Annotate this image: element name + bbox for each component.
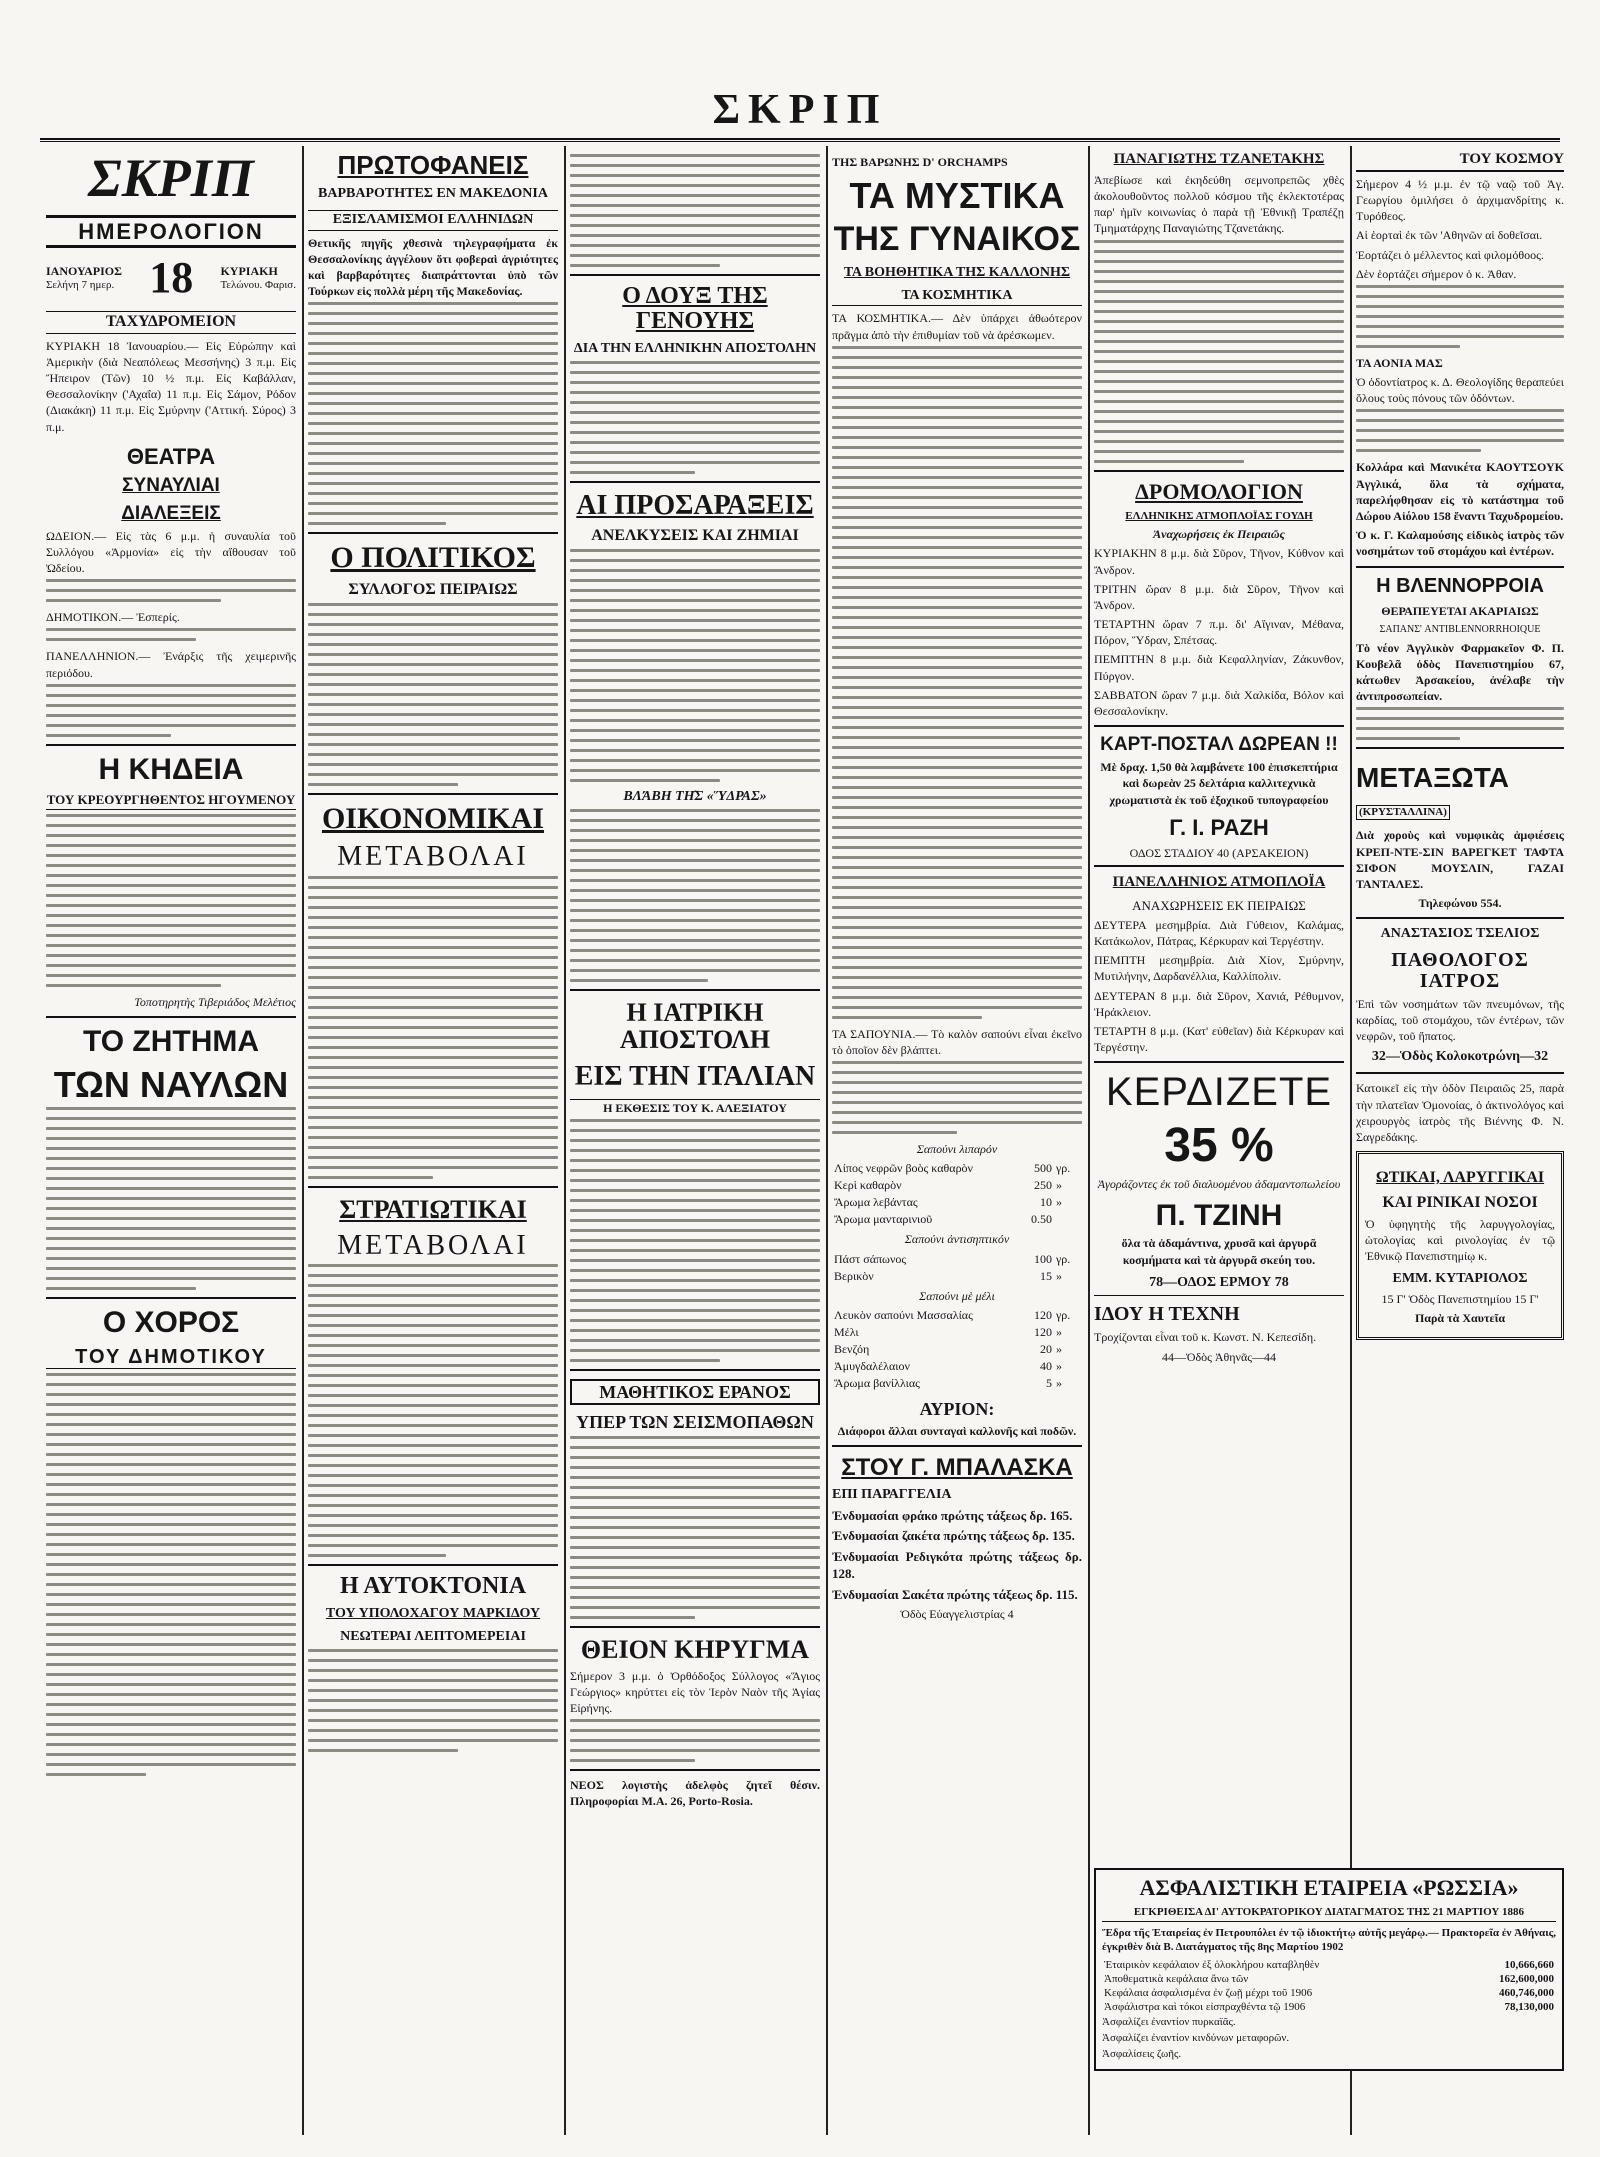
row-value: 250	[1034, 1178, 1052, 1193]
stratiotikai-subtitle: ΜΕΤΑΒΟΛΑΙ	[337, 1229, 529, 1261]
otikai-address: 15 Γ' Ὁδὸς Πανεπιστημίου 15 Γ'	[1381, 1292, 1539, 1307]
kideia-title: Η ΚΗΔΕΙΑ	[98, 752, 244, 786]
kosmitika-intro: ΤΑ ΚΟΣΜΗΤΙΚΑ.— Δὲν ὑπάρχει ἀθωότερον πρᾶγμα ἀπὸ τὴν ἐπιθυμίαν τοῦ νὰ ἀρέσκωμεν.	[832, 311, 1082, 342]
row-unit	[1054, 1211, 1082, 1228]
table-row	[832, 1251, 1082, 1268]
text-block	[570, 1719, 820, 1762]
kosmitika-heading: ΤΑ ΚΟΣΜΗΤΙΚΑ	[832, 289, 1082, 307]
text-block	[832, 1061, 1082, 1134]
table-row	[1102, 1986, 1556, 2000]
row-name: Μέλι	[834, 1324, 859, 1339]
row-name: Ἀμυγδαλέλαιον	[834, 1358, 910, 1373]
row-name: Λευκὸν σαπούνι Μασσαλίας	[834, 1307, 973, 1322]
row-name: Λίπος νεφρῶν βοὸς καθαρὸν	[834, 1161, 973, 1176]
saponia-text: ΤΑ ΣΑΠΟΥΝΙΑ.— Τὸ καλὸν σαπούνι εἶναι ἐκεῖνο τὸ ὁποῖον δὲν βλάπτει.	[832, 1026, 1082, 1058]
techni-title: ΙΔΟΥ Η ΤΕΧΝΗ	[1094, 1303, 1240, 1326]
otikai-title: ΩΤΙΚΑΙ, ΛΑΡΥΓΓΙΚΑΙ	[1375, 1169, 1545, 1187]
table-row	[832, 1160, 1082, 1177]
row-label: Ἀποθεματικὰ κεφάλαια ἄνω τῶν	[1104, 1973, 1249, 1986]
kalamousis-ad: Ὁ κ. Γ. Καλαμούσης εἰδικὸς ἰατρὸς τῶν νοσημάτων τοῦ στομάχου καὶ ἐντέρων.	[1356, 528, 1564, 559]
kideia-subtitle: ΤΟΥ ΚΡΕΟΥΡΓΗΘΕΝΤΟΣ ΗΓΟΥΜΕΝΟΥ	[46, 793, 296, 810]
rossia-note: Ἀσφαλίζει ἐναντίον πυρκαϊᾶς.	[1102, 2016, 1236, 2029]
schedule-item: ΠΕΜΠΤΗ μεσημβρία. Διὰ Χίον, Σμύρνην, Μυτιλήνην, Δαρδανέλλια, Καλλίπολιν.	[1094, 953, 1344, 984]
text-block	[1094, 240, 1344, 463]
prosaraxeis-subtitle: ΑΝΕΛΚΥΣΕΙΣ ΚΑΙ ΖΗΜΙΑΙ	[591, 527, 799, 545]
row-unit: »	[1056, 1324, 1062, 1339]
panellinios-schedule	[1094, 917, 1344, 1056]
soap1-title: Σαπούνι λιπαρόν	[916, 1142, 998, 1157]
divider	[1094, 725, 1344, 727]
panellinios-subtitle: ΑΝΑΧΩΡΗΣΕΙΣ ΕΚ ΠΕΙΡΑΙΩΣ	[1132, 898, 1306, 914]
text-block	[570, 809, 820, 982]
schedule-item: ΔΕΥΤΕΡΑ μεσημβρία. Διὰ Γύθειον, Καλάμας, Κατάκωλον, Πάτρας, Κέρκυραν καὶ Τεργέστην.	[1094, 917, 1344, 948]
ad-row: Ἐνδυμασίαι Ρεδιγκότα πρώτης τάξεως δρ. 128.	[832, 1548, 1082, 1582]
politikos-subtitle: ΣΥΛΛΟΓΟΣ ΠΕΙΡΑΙΩΣ	[348, 580, 518, 598]
row-value: 100	[1034, 1251, 1052, 1266]
techni-text: Τροχίζονται εἶναι τοῦ κ. Κωνστ. Ν. Κεπεσίδη.	[1094, 1330, 1317, 1345]
table-row	[832, 1341, 1082, 1358]
text-block	[832, 346, 1082, 1019]
column-3	[564, 148, 826, 2137]
divider	[570, 481, 820, 483]
eranos-subtitle: ΥΠΕΡ ΤΩΝ ΣΕΙΣΜΟΠΑΘΩΝ	[576, 1412, 814, 1433]
calendar-moon: Σελήνη 7 ημερ.	[46, 278, 115, 291]
text-block	[1356, 285, 1564, 348]
row-value: 162,600,000	[1499, 1973, 1554, 1986]
table-row	[832, 1358, 1082, 1375]
divider	[1094, 1061, 1344, 1063]
concerts-title: ΣΥΝΑΥΛΙΑΙ	[122, 474, 220, 496]
aftoktonia-title: Η ΑΥΤΟΚΤΟΝΙΑ	[339, 1573, 527, 1600]
ad-row: Ἐνδυμασίαι φράκο πρώτης τάξεως δρ. 165.	[832, 1507, 1073, 1523]
schedule-item: ΤΕΤΑΡΤΗ 8 μ.μ. (Κατ' εὐθεῖαν) διὰ Κέρκυραν καὶ Τεργέστην.	[1094, 1023, 1344, 1055]
table-row	[832, 1194, 1082, 1211]
table-row	[1102, 2000, 1556, 2014]
row-unit: »	[1056, 1268, 1062, 1283]
anachoriseis-heading: Ἀναχωρήσεις ἐκ Πειραιῶς	[1153, 527, 1285, 542]
row-unit: γρ.	[1056, 1251, 1071, 1266]
vlennorroia-text: Τὸ νέον Ἀγγλικὸν Φαρμακεῖον Φ. Π. Κουβελᾶ ὁδὸς Πανεπιστημίου 67, κάτωθεν Ἀρσακείου, ἀνέλαβε τὴν ἀντιπροσωπείαν.	[1356, 640, 1564, 704]
metaxota-phone: Τηλεφώνου 554.	[1418, 896, 1502, 911]
row-value: 40	[1040, 1358, 1052, 1373]
table-row	[1102, 1972, 1556, 1986]
balaska-ad-name: ΣΤΟΥ Γ. ΜΠΑΛΑΣΚΑ	[841, 1453, 1073, 1481]
tzini-text: ὅλα τὰ ἀδαμάντινα, χρυσᾶ καὶ ἀργυρᾶ κοσμήματα καὶ τὰ ἀργυρᾶ σκεύη του.	[1121, 1236, 1317, 1267]
oikonomikai-subtitle: ΜΕΤΑΒΟΛΑΙ	[337, 841, 529, 873]
otikai-subtitle: ΚΑΙ ΡΙΝΙΚΑΙ ΝΟΣΟΙ	[1382, 1193, 1538, 1211]
dromologion-title: ΔΡΟΜΟΛΟΓΙΟΝ	[1135, 478, 1303, 504]
techni-address: 44—Ὁδὸς Ἀθηνᾶς—44	[1161, 1349, 1277, 1364]
post-title: ΤΑΧΥΔΡΟΜΕΙΟΝ	[46, 311, 296, 334]
aonia-heading: ΤΑ ΑΟΝΙΑ ΜΑΣ	[1356, 355, 1443, 370]
zitima-title: ΤΟ ΖΗΤΗΜΑ	[82, 1025, 260, 1059]
text-block	[46, 628, 296, 641]
divider	[570, 1369, 820, 1371]
divider	[570, 1626, 820, 1628]
column-4	[826, 148, 1088, 2137]
soap3-title: Σαπούνι μὲ μέλι	[919, 1288, 995, 1303]
divider	[308, 532, 558, 534]
rossia-text: Ἕδρα τῆς Ἐταιρείας ἐν Πετρουπόλει ἐν τῷ ἰδιοκτήτῳ αὐτῆς μεγάρῳ.— Πρακτορεῖα ἐν Ἀθήναις, ἐγκριθὲν διὰ Β. Διατάγματος τῆς 8ης Μαρτίου 1902	[1102, 1926, 1556, 1954]
protofaneis-subtitle-2: ΕΞΙΣΛΑΜΙΣΜΟΙ ΕΛΛΗΝΙΔΩΝ	[308, 210, 558, 231]
section-calendar: ΗΜΕΡΟΛΟΓΙΟΝ	[46, 215, 296, 248]
soap3-table	[832, 1307, 1082, 1392]
protofaneis-title: ΠΡΩΤΟΦΑΝΕΙΣ	[337, 150, 529, 180]
choros-title: Ο ΧΟΡΟΣ	[102, 1306, 240, 1340]
divider	[46, 1016, 296, 1018]
text-block	[308, 1264, 558, 1557]
text-block	[308, 1649, 558, 1752]
metaxota-text: Διὰ χοροὺς καὶ νυμφικὰς ἀμφιέσεις ΚΡΕΠ-ΝΤΕ-ΣΙΝ ΒΑΡΕΓΚΕΤ ΤΑΦΤΑ ΣΙΦΟΝ ΜΟΥΣΛΙΝ, ΓΑΖΑΙ ΤΑΝΤΑΛΕΣ.	[1356, 828, 1564, 891]
eranos-title: ΜΑΘΗΤΙΚΟΣ ΕΡΑΝΟΣ	[570, 1379, 820, 1406]
panellinion-text: ΠΑΝΕΛΛΗΝΙΟΝ.— Ἐνάρξις τῆς χειμερινῆς περιόδου.	[46, 649, 296, 680]
divider	[570, 989, 820, 991]
voithitika-heading: ΤΑ ΒΟΗΘΗΤΙΚΑ ΤΗΣ ΚΑΛΛΟΝΗΣ	[843, 265, 1071, 281]
rossia-title: ΑΣΦΑΛΙΣΤΙΚΗ ΕΤΑΙΡΕΙΑ «ΡΩΣΣΙΑ»	[1139, 1875, 1519, 1900]
column-1	[40, 148, 302, 2137]
soap2-table	[832, 1251, 1082, 1285]
row-unit: γρ.	[1056, 1161, 1071, 1176]
rossia-notes	[1102, 2015, 1556, 2062]
text-block	[570, 361, 820, 474]
row-value: 15	[1040, 1268, 1052, 1283]
divider	[1356, 917, 1564, 919]
zitima-subtitle: ΤΩΝ ΝΑΥΛΩΝ	[53, 1063, 289, 1105]
masthead: ΣΚΡΙΠ	[712, 87, 888, 133]
aonia-text: Ὁ ὀδοντίατρος κ. Δ. Θεολογίδης θεραπεύει ὅλους τοὺς πόνους τῶν ὀδόντων.	[1356, 375, 1564, 406]
row-value: 20	[1040, 1341, 1052, 1356]
logo-skrip: ΣΚΡΙΠ	[88, 148, 254, 208]
avrion-heading: ΑΥΡΙΟΝ:	[919, 1398, 995, 1419]
divider	[1356, 566, 1564, 568]
kartpostal-title: ΚΑΡΤ-ΠΟΣΤΑΛ ΔΩΡΕΑΝ !!	[1100, 734, 1338, 756]
schedule-item: ΠΕΜΠΤΗΝ 8 μ.μ. διὰ Κεφαλληνίαν, Ζάκυνθον, Πύργον.	[1094, 652, 1344, 683]
panagiotis-text: Ἀπεβίωσε καὶ ἐκηδεύθη σεμνοπρεπῶς χθὲς ἀκολουθοῦντος πολλοῦ κόσμου τῆς ἐκλεκτοτέρας παρ' ἡμῖν κοινωνίας ὁ παρὰ τῇ Ἐθνικῇ Τραπέζῃ Τμηματάρχης Παναγιώτης Τζανετάκης.	[1094, 172, 1344, 236]
text-block	[46, 1373, 296, 1776]
kollara-ad: Κολλάρα καὶ Μανικέτα ΚΑΟΥΤΣΟΥΚ Ἀγγλικά, ὅλα τὰ σχήματα, παρελήφθησαν εἰς τὸ κατάστημα τοῦ Δώρου Αἰόλου 158 ἔναντι Ταχυδρομείου.	[1356, 460, 1564, 523]
tsekos-title: ΠΑΘΟΛΟΓΟΣ ΙΑΤΡΟΣ	[1391, 948, 1529, 992]
text-block	[1356, 707, 1564, 740]
rossia-note: Ἀσφαλίσεις ζωῆς.	[1102, 2048, 1182, 2061]
text-block	[570, 1436, 820, 1619]
balaska-ad-sub: ΕΠΙ ΠΑΡΑΓΓΕΛΙΑ	[832, 1487, 952, 1503]
masthead-rule	[40, 138, 1560, 142]
mystika-kicker: ΤΗΣ ΒΑΡΩΝΗΣ D' ORCHAMPS	[832, 155, 1008, 169]
iatriki-subtitle-2: Η ΕΚΘΕΣΙΣ ΤΟΥ Κ. ΑΛΕΞΙΑΤΟΥ	[570, 1099, 820, 1115]
table-row	[832, 1307, 1082, 1324]
social-note: Σήμερον 4 ½ μ.μ. ἐν τῷ ναῷ τοῦ Ἁγ. Γεωργίου ὁμιλήσει ὁ ἀρχιμανδρίτης κ. Τυρόθεος.	[1356, 176, 1564, 224]
aftoktonia-subtitle: ΤΟΥ ΥΠΟΛΟΧΑΓΟΥ ΜΑΡΚΙΔΟΥ	[325, 1606, 541, 1622]
vlavi-subhead: ΒΛΆΒΗ ΤΗ͂Σ «ὝΔΡΑΣ»	[623, 789, 767, 805]
row-value: 10	[1040, 1195, 1052, 1210]
divider	[570, 1769, 820, 1771]
text-block	[1356, 409, 1564, 452]
tou-kosmou-title: ΤΟΥ ΚΟΣΜΟΥ	[1356, 152, 1564, 172]
row-value: 5	[1046, 1375, 1052, 1390]
divider	[308, 1186, 558, 1188]
divider	[1094, 1295, 1344, 1296]
iatriki-title: Η ΙΑΤΡΙΚΗ ΑΠΟΣΤΟΛΗ	[619, 997, 771, 1055]
katoikei-text: Κατοικεῖ εἰς τὴν ὁδὸν Πειραιῶς 25, παρὰ τὴν πλατεῖαν Ὁμονοίας, ὁ ἀκτινολόγος καὶ χειρουργὸς ἰατρὸς τῆς Βιέννης Φ. Ν. Σαγρεδάκης.	[1356, 1081, 1564, 1144]
social-note: Αἱ ἑορταὶ ἐκ τῶν 'Αθηνῶν αἱ δοθεῖσαι.	[1356, 228, 1543, 243]
text-block	[570, 154, 820, 267]
row-value: 500	[1034, 1161, 1052, 1176]
table-row	[832, 1268, 1082, 1285]
row-value: 10,666,660	[1504, 1959, 1554, 1972]
mystika-subtitle: ΤΗΣ ΓΥΝΑΙΚΟΣ	[833, 220, 1081, 259]
otikai-location: Παρὰ τὰ Χαυτεῖα	[1414, 1311, 1506, 1326]
kirygma-text: Σήμερον 3 μ.μ. ὁ Ὀρθόδοξος Σύλλογος «Ἅγιος Γεώργιος» κηρύττει εἰς τὸν Ἱερὸν Ναὸν τῆς Ἁγίας Εἰρήνης.	[570, 1668, 820, 1715]
schedule-item: ΚΥΡΙΑΚΗΝ 8 μ.μ. διὰ Σῦρον, Τῆνον, Κύθνον καὶ Ἄνδρον.	[1094, 546, 1344, 577]
text-block	[308, 302, 558, 525]
table-row	[832, 1324, 1082, 1341]
ad-row: Ἐνδυμασίαι Σακέτα πρώτης τάξεως δρ. 115.	[832, 1586, 1078, 1602]
calendar-date	[46, 252, 296, 303]
divider	[1356, 747, 1564, 749]
kideia-signature: Τοποτηρητὴς Τιβεριάδος Μελέτιος	[134, 994, 296, 1009]
otikai-box	[1356, 1151, 1564, 1340]
razis-address: ΟΔΟΣ ΣΤΑΔΙΟΥ 40 (ΑΡΣΑΚΕΙΟΝ)	[1129, 845, 1309, 860]
divider	[308, 793, 558, 795]
tsekos-name: ΑΝΑΣΤΑΣΙΟΣ ΤΣΕΛΙΟΣ	[1380, 926, 1540, 942]
otikai-text: Ὁ ὑφηγητὴς τῆς λαρυγγολογίας, ὠτολογίας καὶ ρινολογίας ἐν τῷ Ἐθνικῷ Πανεπιστημίῳ κ.	[1365, 1216, 1555, 1264]
tsekos-text: Ἐπὶ τῶν νοσημάτων τῶν πνευμόνων, τῆς καρδίας, τοῦ στομάχου, τῶν ἐντέρων, τῶν νεφρῶν, τοῦ ἥπατος.	[1356, 996, 1564, 1044]
row-name: Πάστ σάπωνος	[834, 1251, 907, 1266]
tsekos-address: 32—Ὁδὸς Κολοκοτρώνη—32	[1371, 1048, 1549, 1064]
calendar-saint: Τελώνου. Φαρισ.	[220, 278, 296, 291]
tzini-address: 78—ΟΔΟΣ ΕΡΜΟΥ 78	[1149, 1274, 1289, 1290]
divider	[1356, 1072, 1564, 1074]
goudi-schedule	[1094, 545, 1344, 719]
dromologion-subtitle: ΕΛΛΗΝΙΚΗΣ ΑΤΜΟΠΛΟΪΑΣ ΓΟΥΔΗ	[1125, 509, 1313, 522]
mystika-title: ΤΑ ΜΥΣΤΙΚΑ	[849, 174, 1065, 216]
table-row	[832, 1375, 1082, 1392]
text-block	[570, 1119, 820, 1362]
text-block	[46, 1107, 296, 1290]
balaska-ad-address: Ὁδὸς Εὐαγγελιστρίας 4	[900, 1607, 1014, 1622]
kartpostal-text: Μὲ δραχ. 1,50 θὰ λαμβάνετε 100 ἐπισκεπτήρια καὶ δωρεὰν 25 δελτάρια καλλιτεχνικὰ χρωματιστὰ ἐκ τοῦ ἐξοχικοῦ τυπογραφείου	[1100, 760, 1338, 807]
text-block	[308, 876, 558, 1179]
tzini-name: Π. ΤΖΙΝΗ	[1155, 1198, 1283, 1232]
calendar-weekday: ΚΥΡΙΑΚΗ	[220, 263, 278, 278]
row-value: 460,746,000	[1499, 1987, 1554, 2000]
column-5	[1088, 148, 1350, 2137]
politikos-title: Ο ΠΟΛΙΤΙΚΟΣ	[330, 541, 536, 575]
row-unit: »	[1056, 1195, 1062, 1210]
divider	[308, 1564, 558, 1566]
rossia-table	[1102, 1958, 1556, 2014]
choros-subtitle: ΤΟΥ ΔΗΜΟΤΙΚΟΥ	[46, 1347, 296, 1369]
row-value: 0.50	[1031, 1212, 1052, 1227]
calendar-day: 18	[149, 252, 194, 302]
metaxota-subtitle: (ΚΡΥΣΤΑΛΛΙΝΑ)	[1356, 805, 1450, 821]
row-label: Κεφάλαια ἀσφαλισμένα ἐν ζωῇ μέχρι τοῦ 1906	[1104, 1987, 1313, 2000]
text-block	[46, 579, 296, 602]
stratiotikai-title: ΣΤΡΑΤΙΩΤΙΚΑΙ	[339, 1194, 527, 1224]
row-value: 120	[1034, 1324, 1052, 1339]
kerdizete-title: ΚΕΡΔΙΖΕΤΕ	[1105, 1070, 1333, 1115]
divider	[46, 1297, 296, 1299]
vlennorroia-subtitle: ΘΕΡΑΠΕΥΕΤΑΙ ΑΚΑΡΙΑΙΩΣ	[1381, 603, 1539, 618]
text-block	[308, 603, 558, 786]
schedule-item: ΤΡΙΤΗΝ ὥραν 8 μ.μ. διὰ Σῦρον, Τῆνον καὶ Ἄνδρον.	[1094, 581, 1344, 612]
kirygma-title: ΘΕΙΟΝ ΚΗΡΥΓΜΑ	[580, 1635, 810, 1665]
social-note: Ἑορτάζει ὁ μέλλεντος καὶ φιλομόθοος.	[1356, 247, 1544, 262]
row-name: Βενζόη	[834, 1341, 870, 1356]
row-name: Κερὶ καθαρὸν	[834, 1178, 902, 1193]
vlennorroia-subtitle-2: ΣΑΠΑΝΣ' ANTIBLENNORRHOIQUE	[1379, 624, 1541, 636]
metaxota-title: ΜΕΤΑΞΩΤΑ	[1356, 762, 1509, 794]
odeion-text: ΩΔΕΙΟΝ.— Εἰς τὰς 6 μ.μ. ἡ συναυλία τοῦ Συλλόγου «Ἁρμονία» εἰς τὴν αἴθουσαν τοῦ Ὠδείου.	[46, 528, 296, 576]
row-value: 78,130,000	[1504, 2001, 1554, 2014]
table-row	[1102, 1958, 1556, 1972]
divider	[1094, 865, 1344, 867]
row-unit: »	[1056, 1178, 1062, 1193]
panellinios-title: ΠΑΝΕΛΛΗΝΙΟΣ ΑΤΜΟΠΛΟΪΑ	[1112, 874, 1326, 891]
row-unit: »	[1056, 1341, 1062, 1356]
vlennorroia-title: Η ΒΛΕΝΝΟΡΡΟΙΑ	[1376, 574, 1544, 597]
social-notes	[1356, 176, 1564, 282]
calendar-month: ΙΑΝΟΥΑΡΙΟΣ	[46, 263, 122, 278]
row-label: Ἐταιρικὸν κεφάλαιον ἐξ ὁλοκλήρου καταβληθὲν	[1104, 1959, 1320, 1972]
column-6	[1350, 148, 1570, 2137]
doux-subtitle: ΔΙΑ ΤΗΝ ΕΛΛΗΝΙΚΗΝ ΑΠΟΣΤΟΛΗΝ	[573, 341, 817, 357]
divider	[46, 744, 296, 746]
divider	[570, 274, 820, 276]
avrion-text: Διάφοροι ἄλλαι συνταγαὶ καλλονῆς καὶ ποδῶν.	[837, 1423, 1077, 1438]
divider	[832, 1445, 1082, 1447]
rossia-insurance-ad	[1094, 1868, 1564, 2071]
otikai-doctor: ΕΜΜ. ΚΥΤΑΡΙΟΛΟΣ	[1392, 1271, 1528, 1287]
kerdizete-percent: 35 %	[1164, 1119, 1274, 1173]
theatre-title: ΘΕΑΤΡΑ	[126, 443, 216, 469]
soap2-title: Σαπούνι ἀντισηπτικόν	[904, 1232, 1010, 1247]
protofaneis-text: Θετικῆς πηγῆς χθεσινὰ τηλεγραφήματα ἐκ Θεσσαλονίκης ἀγγέλουν ὅτι φοβεραὶ ἀγριότητες καὶ βαρβαρότητες διαπράττονται ὑπὸ τῶν Τούρκων εἰς πολλὰ μέρη τῆς Μακεδονίας.	[308, 235, 558, 299]
rossia-subtitle: ΕΓΚΡΙΘΕΙΣΑ ΔΙ' ΑΥΤΟΚΡΑΤΟΡΙΚΟΥ ΔΙΑΤΑΓΜΑΤΟΣ ΤΗΣ 21 ΜΑΡΤΙΟΥ 1886	[1102, 1907, 1556, 1922]
table-row	[832, 1211, 1082, 1228]
row-unit: »	[1056, 1375, 1062, 1390]
doux-title: Ο ΔΟΥΞ ΤΗΣ ΓΕΝΟΥΗΣ	[622, 283, 768, 335]
dimotikon-text: ΔΗΜΟΤΙΚΟΝ.— Ἐσπερίς.	[46, 610, 180, 625]
row-unit: »	[1056, 1358, 1062, 1373]
row-label: Ἀσφάλιστρα καὶ τόκοι εἰσπραχθέντα τῷ 1906	[1104, 2001, 1306, 2014]
lectures-title: ΔΙΑΛΕΞΕΙΣ	[121, 502, 221, 524]
neos-notice: ΝΕΟΣ λογιστὴς ἀδελφὸς ζητεῖ θέσιν. Πληροφορίαι Μ.Α. 26, Porto-Rosia.	[570, 1778, 820, 1809]
schedule-item: ΣΑΒΒΑΤΟΝ ὥραν 7 μ.μ. διὰ Χαλκίδα, Βόλον καὶ Θεσσαλονίκην.	[1094, 687, 1344, 719]
social-note: Δὲν ἑορτάζει σήμερον ὁ κ. Ἀθαν.	[1356, 266, 1517, 281]
row-name: Ἄρωμα λεβάντας	[834, 1195, 918, 1210]
row-name: Ἄρωμα μανταρινιοῦ	[834, 1212, 933, 1227]
prosaraxeis-title: ΑΙ ΠΡΟΣΑΡΑΞΕΙΣ	[576, 490, 814, 522]
text-block	[46, 684, 296, 737]
protofaneis-subtitle: ΒΑΡΒΑΡΟΤΗΤΕΣ ΕΝ ΜΑΚΕΔΟΝΙΑ	[318, 186, 548, 202]
razis-name: Γ. Ι. ΡΑΖΗ	[1169, 814, 1269, 840]
schedule-item: ΤΕΤΑΡΤΗΝ ὥραν 7 π.μ. δι' Αἴγιναν, Μέθανα, Πόρον, Ὕδραν, Σπέτσας.	[1094, 617, 1344, 648]
text-block	[570, 549, 820, 782]
row-name: Ἄρωμα βανίλλιας	[834, 1375, 920, 1390]
column-2	[302, 148, 564, 2137]
aftoktonia-subtitle-2: ΝΕΩΤΕΡΑΙ ΛΕΠΤΟΜΕΡΕΙΑΙ	[340, 1629, 526, 1645]
oikonomikai-title: ΟΙΚΟΝΟΜΙΚΑΙ	[321, 801, 545, 835]
panagiotis-title: ΠΑΝΑΓΙΩΤΗΣ ΤΖΑΝΕΤΑΚΗΣ	[1113, 151, 1325, 167]
row-value: 120	[1034, 1307, 1052, 1322]
kerdizete-text: Ἀγοράζοντες ἐκ τοῦ διαλυομένου ἀδαμαντοπωλείου	[1097, 1176, 1341, 1191]
rossia-note: Ἀσφαλίζει ἐναντίον κινδύνων μεταφορῶν.	[1102, 2032, 1290, 2045]
row-unit: γρ.	[1056, 1307, 1071, 1322]
post-text: ΚΥΡΙΑΚΗ 18 Ἰανουαρίου.— Εἰς Εὐρώπην καὶ Ἀμερικὴν (διὰ Νεαπόλεως Μεσσήνης) 3 π.μ. Εἰς Ἤπειρον (Τῶν) 10 ½ π.μ. Εἰς Καβάλλαν, Θεσσαλονίκην ('Αχαΐα) 11 π.μ. Εἰς Σάμον, Ρόδον (Διακάκη) 11 π.μ. Εἰς Σμύρνην ('Αττική. Σύρος) 3 π.μ.	[46, 338, 296, 434]
table-row	[832, 1177, 1082, 1194]
soap1-table	[832, 1160, 1082, 1228]
iatriki-subtitle: ΕΙΣ ΤΗΝ ΙΤΑΛΙΑΝ	[574, 1060, 816, 1092]
divider	[1094, 470, 1344, 472]
balaska-ad-rows	[832, 1507, 1082, 1604]
row-name: Βερικὸν	[834, 1268, 874, 1283]
ad-row: Ἐνδυμασίαι ζακέτα πρώτης τάξεως δρ. 135.	[832, 1528, 1075, 1544]
text-block	[46, 814, 296, 987]
schedule-item: ΔΕΥΤΕΡΑΝ 8 μ.μ. διὰ Σῦρον, Χανιά, Ρέθυμνον, Ἡράκλειον.	[1094, 988, 1344, 1019]
